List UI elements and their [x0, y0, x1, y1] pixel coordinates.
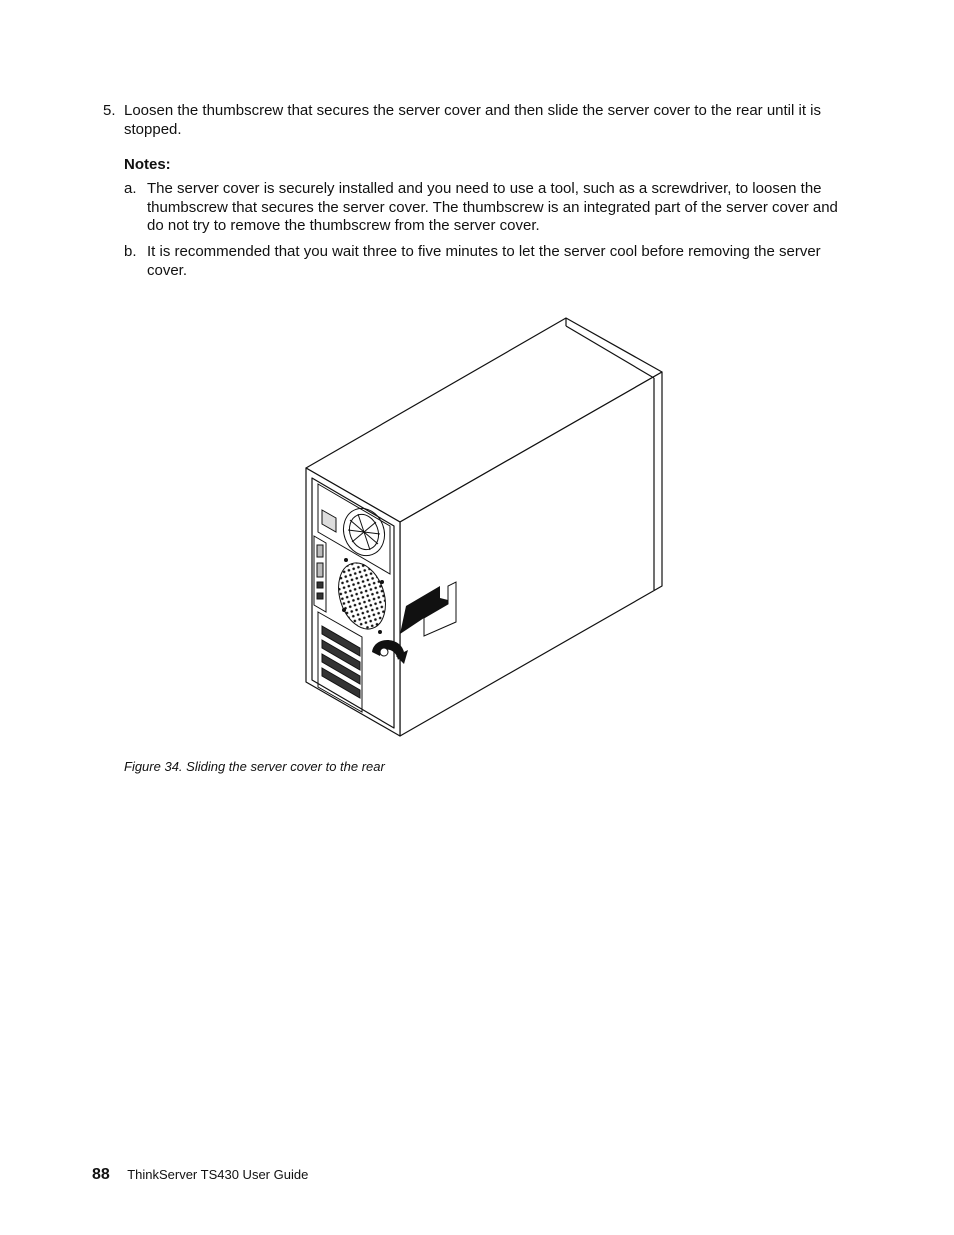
note-letter: a.	[124, 180, 137, 197]
note-letter: b.	[124, 243, 137, 260]
note-text: The server cover is securely installed and you need to use a tool, such as a screwdriver, to loosen the thumbscrew that secures the server cover. The thumbscrew is an integrated part of the server cover and do not try to remove the thumbscrew from the server cover.	[147, 180, 838, 234]
note-a	[124, 180, 844, 236]
step-5	[103, 101, 848, 139]
page-number: 88	[92, 1166, 110, 1183]
figure-caption: Figure 34. Sliding the server cover to the rear	[124, 759, 385, 774]
document-title: ThinkServer TS430 User Guide	[127, 1167, 309, 1182]
note-text: It is recommended that you wait three to five minutes to let the server cool before removing the server cover.	[147, 243, 821, 279]
step-number: 5.	[103, 102, 116, 119]
notes-label: Notes:	[124, 156, 171, 173]
step-text: Loosen the thumbscrew that secures the server cover and then slide the server cover to the rear until it is stopped.	[124, 102, 822, 138]
page-footer	[92, 1165, 308, 1185]
note-b	[124, 243, 844, 280]
server-illustration	[296, 312, 676, 744]
